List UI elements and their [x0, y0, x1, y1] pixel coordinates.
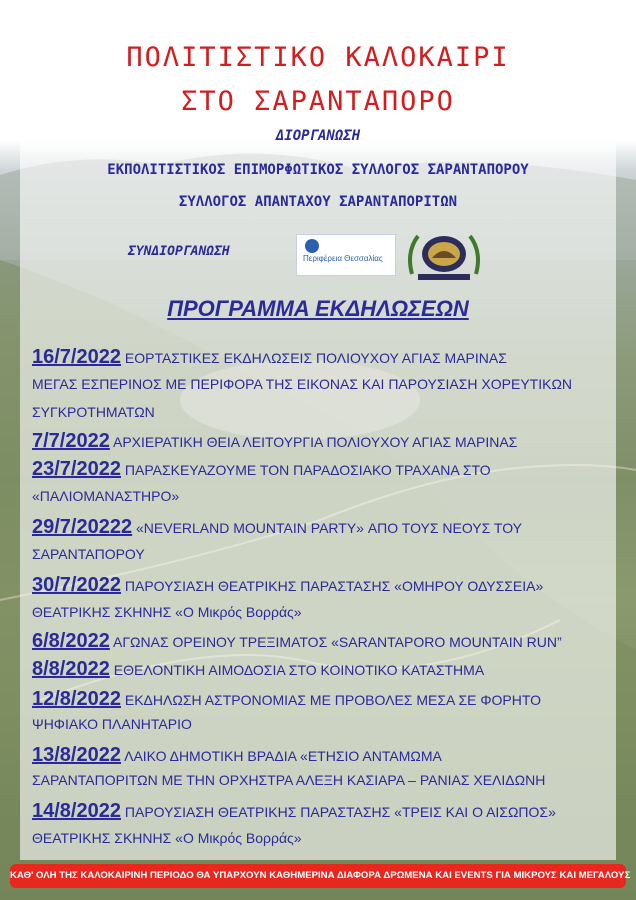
event-date: 23/7/2022 — [32, 458, 121, 480]
event-description: ΕΟΡΤΑΣΤΙΚΕΣ ΕΚΔΗΛΩΣΕΙΣ ΠΟΛΙΟΥΧΟΥ ΑΓΙΑΣ ΜΑΡΙΝΑΣ — [120, 350, 507, 366]
event-line: ΘΕΑΤΡΙΚΗΣ ΣΚΗΝΗΣ «Ο Μικρός Βορράς» — [32, 830, 302, 846]
event-line: ΣΥΓΚΡΟΤΗΜΑΤΩΝ — [32, 404, 155, 420]
programme-title: ΠΡΟΓΡΑΜΜΑ ΕΚΔΗΛΩΣΕΩΝ — [167, 296, 469, 321]
event-line — [32, 574, 543, 597]
event-date: 29/7/20222 — [32, 516, 133, 538]
event-description: ΕΚΔΗΛΩΣΗ ΑΣΤΡΟΝΟΜΙΑΣ ΜΕ ΠΡΟΒΟΛΕΣ ΜΕΣΑ ΣΕ ΦΟΡΗΤΟ — [120, 692, 542, 708]
event-description: ΕΘΕΛΟΝΤΙΚΗ ΑΙΜΟΔΟΣΙΑ ΣΤΟ ΚΟΙΝΟΤΙΚΟ ΚΑΤΑΣΤΗΜΑ — [109, 662, 485, 678]
event-date: 16/7/2022 — [32, 346, 121, 368]
event-date: 8/8/2022 — [32, 658, 110, 680]
thessaly-region-logo — [296, 234, 396, 276]
event-line — [32, 688, 541, 711]
event-line — [32, 630, 562, 653]
event-line: ΣΑΡΑΝΤΑΠΟΡΙΤΩΝ ΜΕ ΤΗΝ ΟΡΧΗΣΤΡΑ ΑΛΕΞΗ ΚΑΣΙΑΡΑ – ΡΑΝΙΑΣ ΧΕΛΙΔΩΝΗ — [32, 772, 546, 788]
event-line — [32, 658, 484, 681]
event-description: ΑΡΧΙΕΡΑΤΙΚΗ ΘΕΙΑ ΛΕΙΤΟΥΡΓΙΑ ΠΟΛΙΟΥΧΟΥ ΑΓΙΑΣ ΜΑΡΙΝΑΣ — [109, 434, 518, 450]
event-date: 14/8/2022 — [32, 800, 121, 822]
event-line — [32, 458, 491, 481]
organization-label: ΔΙΟΡΓΑΝΩΣΗ — [275, 128, 361, 144]
event-description: «NEVERLAND MOUNTAIN PARTY» ΑΠΟ ΤΟΥΣ ΝΕΟΥΣ ΤΟΥ — [132, 520, 523, 536]
event-line — [32, 516, 522, 539]
organizer-2: ΣΥΛΛΟΓΟΣ ΑΠΑΝΤΑΧΟΥ ΣΑΡΑΝΤΑΠΟΡΙΤΩΝ — [178, 194, 458, 210]
event-line: ΘΕΑΤΡΙΚΗΣ ΣΚΗΝΗΣ «Ο Μικρός Βορράς» — [32, 604, 302, 620]
event-line — [32, 744, 442, 767]
event-date: 6/8/2022 — [32, 630, 110, 652]
event-date: 13/8/2022 — [32, 744, 121, 766]
organizer-1: ΕΚΠΟΛΙΤΙΣΤΙΚΟΣ ΕΠΙΜΟΡΦΩΤΙΚΟΣ ΣΥΛΛΟΓΟΣ ΣΑΡΑΝΤΑΠΟΡΟΥ — [107, 162, 529, 178]
event-line: «ΠΑΛΙΟΜΑΝΑΣΤΗΡΟ» — [32, 488, 180, 504]
event-description: ΑΓΩΝΑΣ ΟΡΕΙΝΟΥ ΤΡΕΞΙΜΑΤΟΣ «SARANTAPORO MOUNTAIN RUN” — [109, 634, 562, 650]
event-description: ΠΑΡΟΥΣΙΑΣΗ ΘΕΑΤΡΙΚΗΣ ΠΑΡΑΣΤΑΣΗΣ «ΤΡΕΙΣ ΚΑΙ Ο ΑΙΣΩΠΟΣ» — [120, 804, 556, 820]
emblem-icon — [305, 239, 319, 253]
event-line: ΣΑΡΑΝΤΑΠΟΡΟΥ — [32, 546, 145, 562]
event-date: 30/7/2022 — [32, 574, 121, 596]
event-description: ΠΑΡΟΥΣΙΑΣΗ ΘΕΑΤΡΙΚΗΣ ΠΑΡΑΣΤΑΣΗΣ «ΟΜΗΡΟΥ ΟΔΥΣΣΕΙΑ» — [120, 578, 544, 594]
event-line: ΨΗΦΙΑΚΟ ΠΛΑΝΗΤΑΡΙΟ — [32, 716, 192, 732]
poster-title-line2: ΣΤΟ ΣΑΡΑΝΤΑΠΟΡΟ — [181, 86, 455, 117]
event-description: ΛΑΙΚΟ ΔΗΜΟΤΙΚΗ ΒΡΑΔΙΑ «ΕΤΗΣΙΟ ΑΝΤΑΜΩΜΑ — [120, 748, 442, 764]
event-line — [32, 800, 556, 823]
coorganization-label: ΣΥΝΔΙΟΡΓΑΝΩΣΗ — [128, 244, 230, 259]
municipality-seal-logo — [404, 226, 484, 284]
event-line: ΜΕΓΑΣ ΕΣΠΕΡΙΝΟΣ ΜΕ ΠΕΡΙΦΟΡΑ ΤΗΣ ΕΙΚΟΝΑΣ ΚΑΙ ΠΑΡΟΥΣΙΑΣΗ ΧΟΡΕΥΤΙΚΩΝ — [32, 376, 573, 392]
event-line — [32, 346, 507, 369]
event-date: 12/8/2022 — [32, 688, 121, 710]
footer-banner: ΚΑΘ' ΟΛΗ ΤΗΣ ΚΑΛΟΚΑΙΡΙΝΗ ΠΕΡΙΟΔΟ ΘΑ ΥΠΑΡΧΟΥΝ ΚΑΘΗΜΕΡΙΝΑ ΔΙΑΦΟΡΑ ΔΡΩΜΕΝΑ ΚΑΙ EVENTS ΓΙΑ ΜΙΚΡΟΥΣ ΚΑΙ ΜΕΓΑΛΟΥΣ — [10, 864, 626, 888]
event-line — [32, 430, 517, 453]
event-date: 7/7/2022 — [32, 430, 110, 452]
event-description: ΠΑΡΑΣΚΕΥΑΖΟΥΜΕ ΤΟΝ ΠΑΡΑΔΟΣΙΑΚΟ ΤΡΑΧΑΝΑ ΣΤΟ — [120, 462, 491, 478]
logo1-text: Περιφέρεια Θεσσαλίας — [303, 254, 383, 263]
poster-title-line1: ΠΟΛΙΤΙΣΤΙΚΟ ΚΑΛΟΚΑΙΡΙ — [126, 42, 510, 73]
